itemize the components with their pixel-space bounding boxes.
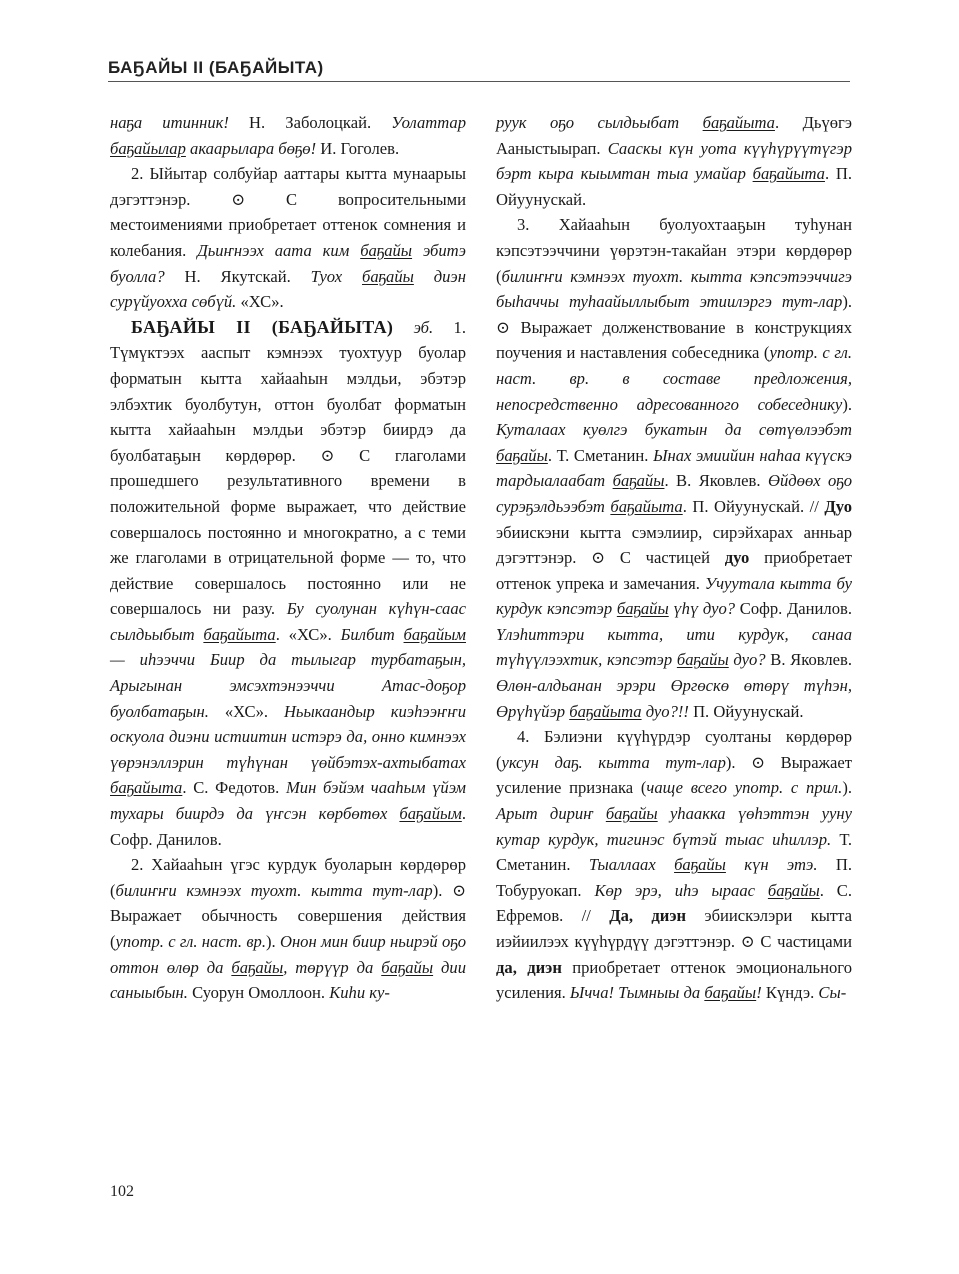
example-text: Үлэһиттэри кытта, ити курдук, санаа түһүүлээхтик, кэпсэтэр [496, 624, 852, 670]
example-text: Бу суолунан күһүн-саас сылдьыбыт [110, 599, 466, 644]
example-text: Билбит [340, 624, 404, 644]
text-run: Н. Якутскай. [184, 266, 311, 286]
text-run: Н. Заболоцкай. [249, 113, 392, 132]
example-text: Уолаттар [391, 113, 467, 132]
example-text: Учуутала кытта бу курдук кэпсэтэр [496, 573, 852, 619]
text-run: . «ХС». [275, 624, 341, 644]
headword-usage: баҕайы [605, 804, 658, 824]
text-run: приобретает оттенок эмоционального усиления. [496, 957, 852, 1003]
example-text: Мин бэйэм чааһым үйэм тухары биирдэ да үҥсэн көрбөтөх [110, 778, 466, 824]
text-run: эбиискэлэри кытта иэйиилээх күүһүрдүү дэгэттэнэр. ⊙ С частицами [496, 906, 852, 951]
example-text: дуо? [728, 650, 771, 670]
example-text: Ычча! Тымныы да [569, 983, 705, 1003]
text-run: ). [265, 932, 280, 951]
example-text: ! [756, 983, 766, 1003]
text-run: эбиискэни кытта сэмэлиир, сирэйхарах анньар дэгэттэнэр. ⊙ С частицей [496, 522, 852, 568]
example-text: эб. [393, 317, 434, 337]
headword-usage: баҕайым [399, 804, 462, 824]
headword-usage: баҕайы [381, 957, 434, 977]
example-text: , төрүүр да [283, 957, 382, 977]
headword-usage: баҕайы [704, 983, 757, 1003]
headword-usage: баҕайыта [610, 496, 683, 516]
example-text: Өлөн-алдьанан эрэри Өргөскө өтөрү түһэн, Өрүһүйэр [496, 676, 852, 721]
example-text: — иһээччи Биир да тылыгар турбатаҕын, Арыгынан эмсэхтэнээччи Атас-доҕор буолбатаҕын. [110, 650, 466, 721]
example-text: употр. с гл. наст. вр. в составе предложения, непосредственно адресованного собеседнику [496, 343, 852, 414]
page-number: 102 [110, 1183, 134, 1200]
paragraph [496, 110, 852, 212]
text-run: Софр. Данилов. [739, 599, 852, 619]
headword-usage: баҕайыта [110, 778, 183, 798]
headword-usage: баҕайыта [752, 164, 825, 184]
paragraph [110, 161, 466, 315]
example-text: диэн сурүйуохха сөбүй. [110, 266, 466, 312]
example-text: Сааскы күн уота күүһүрүүтүгэр бэрт кыра кыымтан тыа умайар [496, 138, 852, 184]
paragraph [110, 110, 466, 161]
example-text: чаще всего употр. с прил. [646, 778, 843, 798]
bold-particle: Дуо [824, 496, 852, 516]
text-run: . П. Ойуунускай. // [682, 496, 825, 516]
paragraph [110, 315, 466, 852]
text-run: Суорун Омоллоон. [192, 983, 330, 1003]
text-run: 2. Ыйытар солбуйар ааттары кытта мунаарыы дэгэттэнэр. ⊙ С вопросительными местоимениями приобретает оттенок сомнения и колебания. [110, 164, 466, 260]
text-run: И. Гоголев. [320, 138, 400, 158]
right-column [496, 110, 852, 1006]
headword-usage: баҕайы [612, 471, 665, 491]
text-run: В. Яковлев. [770, 650, 853, 670]
bold-particle: да, диэн [496, 957, 562, 977]
headword-usage: баҕайы [496, 445, 548, 465]
headword-usage: баҕайылар [110, 138, 186, 158]
text-run: приобретает оттенок упрека и замечания. [496, 548, 853, 593]
example-text: Дьиҥнээх аата ким [197, 240, 361, 260]
example-text: Куталаах куөлгэ букатын да сөтүөлээбэт [496, 420, 852, 440]
example-text: Онон мин биир ньирэй оҕо оттон өлөр да [110, 932, 466, 977]
text-run: 4. Бэлиэни күүһүрдэр суолтаны көрдөрөр ( [496, 727, 852, 772]
text-run: Күндэ. [765, 983, 819, 1003]
bold-particle: дуо [724, 548, 750, 568]
example-text: уһаакка үөһэттэн ууну кутар курдук, тигинэс бүтэй тыас иһиллэр. [496, 804, 852, 849]
entry-headword: БАҔАЙЫ II (БАҔАЙЫТА) [131, 316, 394, 337]
text-run: . С. Ефремов. // [496, 880, 853, 926]
headword-usage: баҕайы [767, 880, 820, 900]
paragraph [496, 212, 852, 724]
headword-usage: баҕайы [674, 855, 726, 875]
example-text: Тыаллаах [588, 855, 675, 875]
text-run: . П. Ойуунускай. [496, 164, 852, 209]
headword-usage: баҕайы [616, 599, 669, 619]
text-run: ). ⊙ Выражает усиление признака ( [496, 752, 853, 798]
text-run: ). [842, 778, 853, 798]
example-text: билиҥҥи кэмнээх туохт. кытта тут-лар [115, 880, 433, 900]
example-text: Киһи ку- [329, 983, 390, 1003]
text-run: Т. Сметанин. [496, 829, 852, 875]
text-run: ). ⊙ Выражает обычность совершения действия ( [110, 880, 466, 951]
text-run: «ХС». [240, 292, 284, 312]
example-text: үһү дуо? [668, 599, 740, 619]
example-text: Ынах эмиийин наһаа күүскэ тардыалаабат [496, 445, 852, 491]
example-text: дуо?!! [641, 701, 694, 721]
text-run: 3. Хайааһын буолуохтааҕын туһунан кэпсэтээччини үөрэтэн-такайан этэри көрдөрөр ( [496, 215, 852, 286]
text-run: . Т. Сметанин. [547, 445, 654, 465]
text-run: . С. Федотов. [182, 778, 286, 798]
example-text: руук оҕо сылдьыбат [496, 113, 703, 132]
running-head-rule [108, 81, 850, 82]
bold-particle: Да, диэн [609, 906, 687, 926]
example-text: употр. с гл. наст. вр. [115, 932, 266, 951]
text-run: П. Тобуруокап. [496, 855, 852, 900]
headword-usage: баҕайым [403, 624, 466, 644]
paragraph [496, 724, 852, 1006]
text-run: ). [842, 394, 852, 414]
example-text: Сы- [818, 983, 847, 1003]
example-text: Өйдөөх оҕо сурэҕэлдьээбэт [496, 471, 853, 516]
example-text: эбитэ буолла? [110, 240, 466, 286]
example-text: акаарылара бөҕө! [185, 138, 321, 158]
left-column [110, 110, 466, 1006]
example-text: күн этэ. [725, 855, 836, 875]
text-run: «ХС». [224, 701, 284, 721]
text-run: . Дьүөгэ Ааныстыырап. [496, 113, 852, 158]
headword-usage: баҕайыта [203, 624, 276, 644]
example-text: дии саныыбын. [110, 957, 466, 1003]
running-head: БАҔАЙЫ II (БАҔАЙЫТА) [108, 58, 324, 77]
text-run: . В. Яковлев. [664, 471, 768, 491]
headword-usage: баҕайы [231, 957, 284, 977]
headword-usage: баҕайы [362, 266, 414, 286]
example-text: Арыт дириҥ [496, 804, 606, 824]
example-text: билиҥҥи кэмнээх туохт. кытта кэпсэтээччигэ быһаччы туһаайыллыбыт этиилэргэ тут-лар [496, 266, 852, 312]
headword-usage: баҕайы [676, 650, 729, 670]
text-run: П. Ойуунускай. [693, 701, 804, 721]
paragraph [110, 852, 466, 1006]
text-run: ). ⊙ Выражает долженствование в конструкциях поучения и наставления собеседника ( [496, 292, 852, 363]
example-text: наҕа итинник! [110, 113, 250, 132]
text-run: 1. Түмүктээх ааспыт кэмнээх туохтуур буолар форматын кытта хайааһын мэлдьи, эбэтэр элбэхтик буолбутун, оттон буолбат форматын кытта хайааһын мэлдьи эбэтэр биирдэ да буолбатаҕын көрдөрөр. ⊙ С глаголами прошедшего результативного времени в положительной форме выражает, что действие совершалось постоянно и многократно, а с теми же глаголами в отрицательной форме — то, что действие совершалось постоянно или не совершалось ни разу. [110, 317, 467, 619]
headword-usage: баҕайыта [702, 113, 775, 132]
example-text: Ньыкаандыр киэһээҥҥи оскуола диэни истиитин истэрэ да, онно кимнээх үөрэнэллэрин түһүнан үөйбэтэх-ахтыбатах [110, 701, 466, 772]
example-text: уксун даҕ. кытта тут-лар [501, 752, 726, 772]
text-run: 2. Хайааһын үгэс курдук буоларын көрдөрөр ( [110, 855, 466, 900]
headword-usage: баҕайы [360, 240, 413, 260]
text-run: . Софр. Данилов. [110, 804, 466, 849]
headword-usage: баҕайыта [569, 701, 642, 721]
example-text: Туох [310, 266, 363, 286]
example-text: Көр эрэ, иһэ ыраас [594, 880, 768, 900]
